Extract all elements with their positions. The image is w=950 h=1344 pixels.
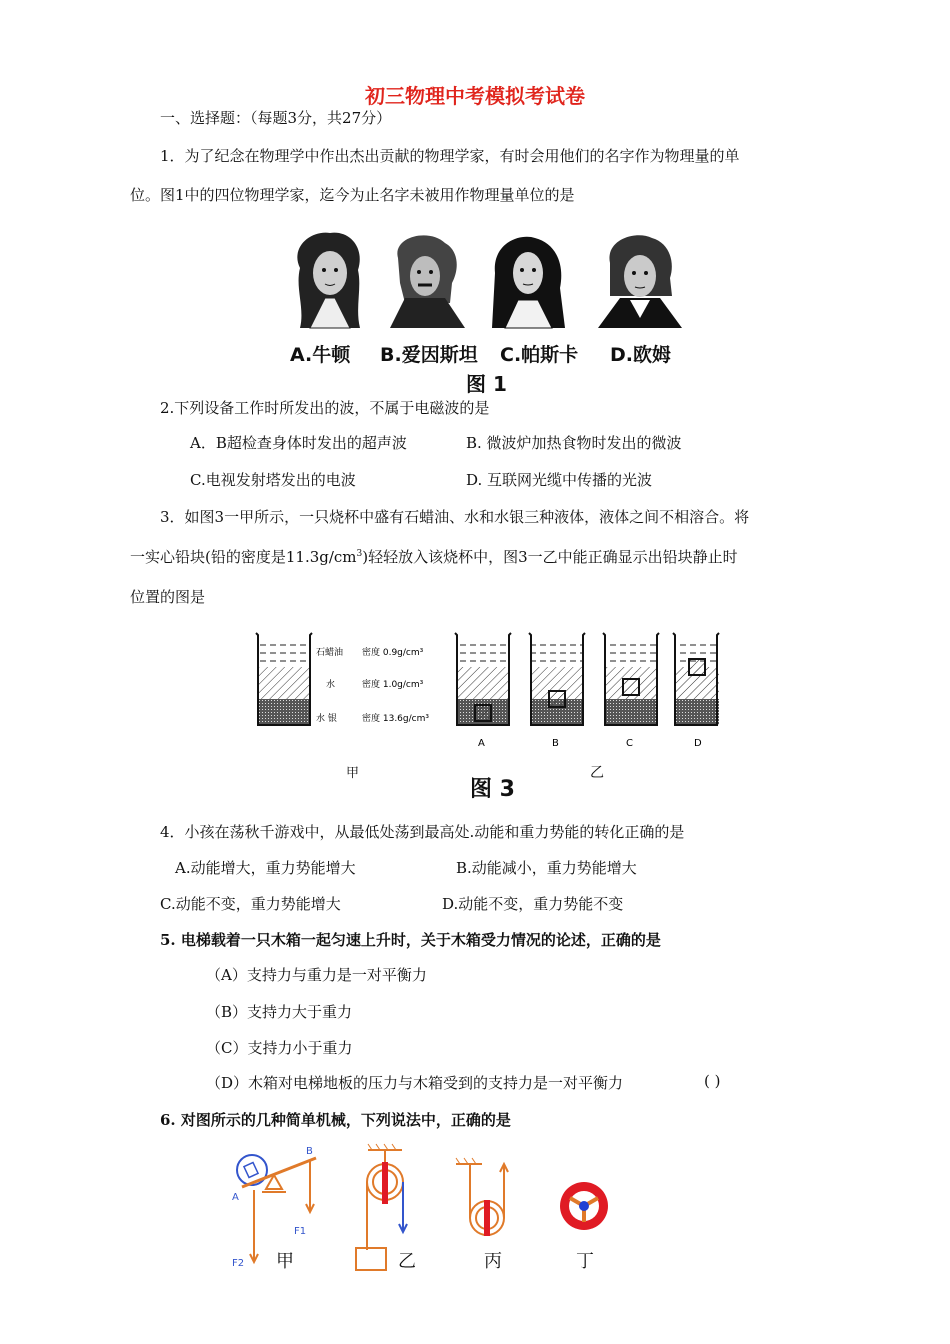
- beaker-label-d: D: [694, 738, 702, 749]
- machine-label-ding: 丁: [576, 1251, 594, 1272]
- figure3-caption: 图 3: [470, 777, 515, 802]
- q1-option-d: D.欧姆: [610, 344, 671, 366]
- q1-option-a: A.牛顿: [290, 344, 351, 366]
- figure3-yi-label: 乙: [590, 765, 604, 781]
- beaker-b: [529, 633, 585, 725]
- liquid-label-paraffin: 石蜡油: [316, 648, 344, 658]
- beaker-label-c: C: [626, 738, 633, 749]
- lever-label-f2: F2: [232, 1258, 245, 1269]
- q5-option-c: （C）支持力小于重力: [206, 1039, 353, 1057]
- figure3-diagram: [250, 625, 720, 755]
- q6-stem: 6. 对图所示的几种简单机械，下列说法中，正确的是: [160, 1111, 511, 1129]
- q2-option-a: A．B超检查身体时发出的超声波: [190, 434, 407, 452]
- portrait-newton: [297, 233, 360, 328]
- q3-stem-line1: 3．如图3一甲所示，一只烧杯中盛有石蜡油、水和水银三种液体，液体之间不相溶合。将: [160, 508, 750, 526]
- lever-label-b: B: [306, 1146, 313, 1157]
- q3-stem-line2: 一实心铅块(铅的密度是$11.3g/cm^3$)轻轻放入该烧杯中，图3一乙中能正确显示出铅块静止时: [130, 548, 738, 566]
- density-label-paraffin: 密度 0.9g/cm³: [362, 648, 424, 658]
- density-label-water: 密度 1.0g/cm³: [362, 680, 424, 690]
- q2-option-d: D. 互联网光缆中传播的光波: [466, 471, 653, 489]
- q5-option-a: （A）支持力与重力是一对平衡力: [206, 966, 427, 984]
- portrait-pascal: [492, 237, 565, 328]
- beaker-c: [603, 633, 659, 725]
- liquid-label-water: 水: [326, 680, 336, 690]
- figure1-caption: 图 1: [466, 372, 507, 396]
- q1-option-c: C.帕斯卡: [500, 344, 579, 366]
- beaker-jia: [256, 633, 312, 725]
- q4-option-b: B.动能减小，重力势能增大: [456, 859, 637, 877]
- beaker-d: [673, 633, 719, 725]
- q1-option-b: B.爱因斯坦: [380, 344, 478, 366]
- machine-label-yi: 乙: [398, 1251, 416, 1272]
- page-title: 初三物理中考模拟考试卷: [365, 84, 585, 108]
- q1-stem-line1: 1．为了纪念在物理学中作出杰出贡献的物理学家，有时会用他们的名字作为物理量的单: [160, 147, 740, 165]
- q4-option-c: C.动能不变，重力势能增大: [160, 895, 341, 913]
- q3-stem-line3: 位置的图是: [130, 588, 206, 606]
- q4-option-a: A.动能增大，重力势能增大: [175, 859, 356, 877]
- beaker-a: [455, 633, 511, 725]
- q1-stem-line2: 位。图1中的四位物理学家，迄今为止名字未被用作物理量单位的是: [130, 186, 575, 204]
- machine-label-bing: 丙: [484, 1251, 502, 1272]
- pulley-bing: [456, 1158, 508, 1236]
- beaker-label-a: A: [478, 738, 485, 749]
- q5-answer-blank: ( ): [704, 1072, 721, 1090]
- q4-stem: 4．小孩在荡秋千游戏中，从最低处荡到最高处.动能和重力势能的转化正确的是: [160, 823, 685, 841]
- q2-option-b: B. 微波炉加热食物时发出的微波: [466, 434, 682, 452]
- q2-stem: 2.下列设备工作时所发出的波，不属于电磁波的是: [160, 399, 490, 417]
- liquid-label-mercury: 水 银: [316, 714, 337, 724]
- lever-label-a: A: [232, 1192, 239, 1203]
- figure3-jia-label: 甲: [346, 766, 360, 781]
- physicist-portraits: [280, 228, 690, 338]
- lever-jia: [232, 1146, 316, 1269]
- q4-option-d: D.动能不变，重力势能不变: [442, 895, 624, 913]
- density-label-mercury: 密度 13.6g/cm³: [362, 714, 429, 724]
- lever-label-f1: F1: [294, 1226, 307, 1237]
- wheel-ding: [560, 1182, 608, 1230]
- portrait-ohm: [598, 235, 682, 328]
- section-heading: 一、选择题：（每题3分，共27分）: [160, 109, 392, 127]
- machine-label-jia: 甲: [276, 1251, 294, 1272]
- q2-option-c: C.电视发射塔发出的电波: [190, 471, 356, 489]
- q5-option-b: （B）支持力大于重力: [206, 1003, 353, 1021]
- q5-stem: 5. 电梯载着一只木箱一起匀速上升时，关于木箱受力情况的论述，正确的是: [160, 931, 661, 949]
- q5-option-d: （D）木箱对电梯地板的压力与木箱受到的支持力是一对平衡力: [206, 1074, 624, 1092]
- portrait-einstein: [390, 235, 465, 328]
- beaker-label-b: B: [552, 738, 559, 749]
